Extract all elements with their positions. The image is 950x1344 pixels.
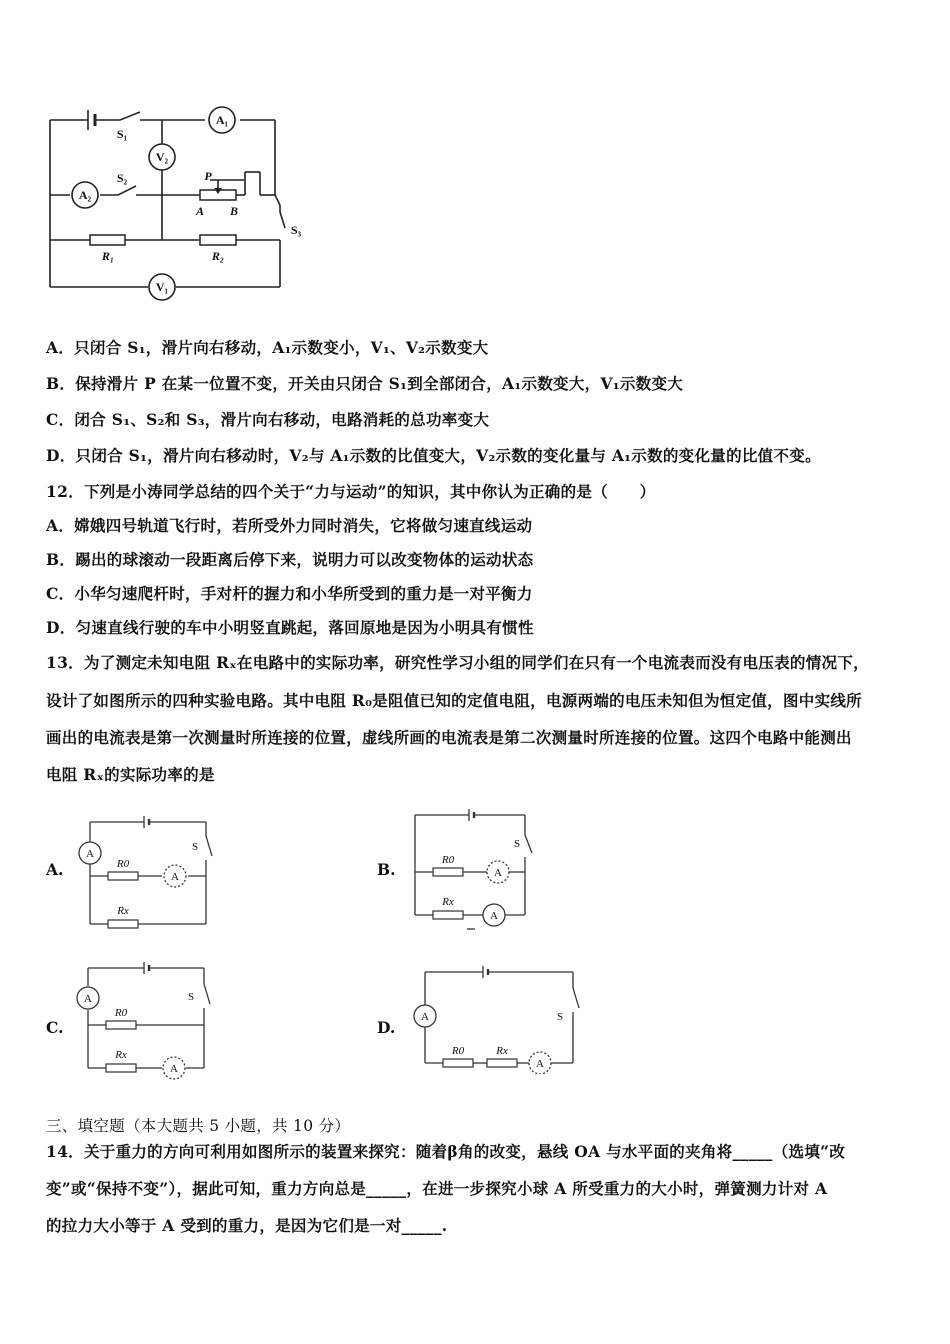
- q13-option-label-b: B.: [377, 860, 396, 879]
- q13-line-1: 13．为了测定未知电阻 Rₓ在电路中的实际功率，研究性学习小组的同学们在只有一个电流表而没有电压表的情况下，: [46, 653, 869, 672]
- label-s1: S₁: [116, 127, 128, 141]
- label-r0: R0: [114, 1007, 128, 1019]
- label-r2: R₂: [211, 249, 225, 263]
- q12-stem: 12．下列是小涛同学总结的四个关于“力与运动”的知识，其中你认为正确的是（ ）: [46, 482, 656, 501]
- label-ammeter-1: A: [84, 993, 92, 1005]
- q13-circuit-b: [405, 805, 545, 935]
- section-3-heading: 三、填空题（本大题共 5 小题，共 10 分）: [46, 1117, 351, 1135]
- label-rx: Rx: [496, 1045, 508, 1057]
- q13-line-2: 设计了如图所示的四种实验电路。其中电阻 R₀是阻值已知的定值电阻，电源两端的电压未知但为恒定值，图中实线所: [46, 691, 862, 710]
- resistor-r0: [106, 1021, 136, 1029]
- label-a1: A₁: [215, 113, 229, 127]
- resistor-r2: [200, 235, 236, 245]
- label-r0: R0: [441, 854, 455, 866]
- label-a2: A₂: [78, 188, 92, 202]
- q13-line-3: 画出的电流表是第一次测量时所连接的位置，虚线所画的电流表是第二次测量时所连接的位置。这四个电路中能测出: [46, 728, 852, 747]
- label-ammeter-1: A: [494, 867, 502, 879]
- q14-line-1: 14．关于重力的方向可利用如图所示的装置来探究：随着β角的改变，悬线 OA 与水平面的夹角将_____（选填“改: [46, 1142, 846, 1161]
- label-r0: R0: [451, 1045, 465, 1057]
- q13-option-label-d: D.: [377, 1018, 396, 1037]
- resistor-r0: [108, 872, 138, 880]
- label-ammeter-2: A: [536, 1058, 544, 1070]
- resistor-r0: [433, 868, 463, 876]
- label-p: P: [204, 169, 212, 183]
- label-rx: Rx: [115, 1049, 127, 1061]
- q11-option-b: B．保持滑片 P 在某一位置不变，开关由只闭合 S₁到全部闭合，A₁示数变大，V₁示数变大: [46, 374, 684, 393]
- label-ammeter-2: A: [170, 1063, 178, 1075]
- q11-option-a: A．只闭合 S₁，滑片向右移动，A₁示数变小，V₁、V₂示数变大: [46, 338, 489, 357]
- resistor-r0: [443, 1059, 473, 1067]
- q11-option-d: D．只闭合 S₁，滑片向右移动时，V₂与 A₁示数的比值变大，V₂示数的变化量与 A₁示数的变化量的比值不变。: [46, 446, 821, 465]
- q12-option-a: A．嫦娥四号轨道飞行时，若所受外力同时消失，它将做匀速直线运动: [46, 516, 533, 535]
- label-switch: S: [513, 838, 521, 850]
- q13-option-label-c: C.: [46, 1018, 64, 1037]
- q13-option-label-a: A.: [46, 860, 64, 879]
- label-switch: S: [556, 1011, 564, 1023]
- q12-option-d: D．匀速直线行驶的车中小明竖直跳起，落回原地是因为小明具有惯性: [46, 618, 534, 637]
- label-switch: S: [187, 991, 195, 1003]
- resistor-r1: [90, 235, 125, 245]
- q12-option-c: C．小华匀速爬杆时，手对杆的握力和小华所受到的重力是一对平衡力: [46, 584, 533, 603]
- resistor-rx: [108, 920, 138, 928]
- label-s3: S₃: [290, 223, 302, 237]
- label-a: A: [195, 204, 205, 218]
- q13-circuit-c: [76, 958, 226, 1080]
- label-rx: Rx: [442, 896, 454, 908]
- resistor-rx: [106, 1064, 136, 1072]
- label-ammeter-1: A: [421, 1011, 429, 1023]
- q13-circuit-a: [78, 812, 228, 932]
- q13-line-4: 电阻 Rₓ的实际功率的是: [46, 765, 215, 784]
- q14-line-3: 的拉力大小等于 A 受到的重力，是因为它们是一对_____.: [46, 1216, 448, 1235]
- q11-option-c: C．闭合 S₁、S₂和 S₃，滑片向右移动，电路消耗的总功率变大: [46, 410, 490, 429]
- label-ammeter-2: A: [490, 910, 498, 922]
- resistor-rx: [487, 1059, 517, 1067]
- label-r1: R₁: [101, 249, 115, 263]
- label-s2: S₂: [116, 171, 128, 185]
- label-b: B: [229, 204, 239, 218]
- label-ammeter-1: A: [86, 848, 94, 860]
- resistor-rx: [433, 911, 463, 919]
- label-ammeter-2: A: [171, 871, 179, 883]
- q11-circuit-figure: [40, 100, 310, 305]
- label-rx: Rx: [117, 905, 129, 917]
- q12-option-b: B．踢出的球滚动一段距离后停下来，说明力可以改变物体的运动状态: [46, 550, 534, 569]
- q14-line-2: 变”或“保持不变”），据此可知，重力方向总是_____，在进一步探究小球 A 所受重力的大小时，弹簧测力计对 A: [46, 1179, 828, 1198]
- label-r0: R0: [116, 858, 130, 870]
- label-switch: S: [191, 841, 199, 853]
- q13-circuit-d: [405, 962, 585, 1074]
- label-v1: V₁: [155, 280, 169, 294]
- label-v2: V₂: [155, 150, 169, 164]
